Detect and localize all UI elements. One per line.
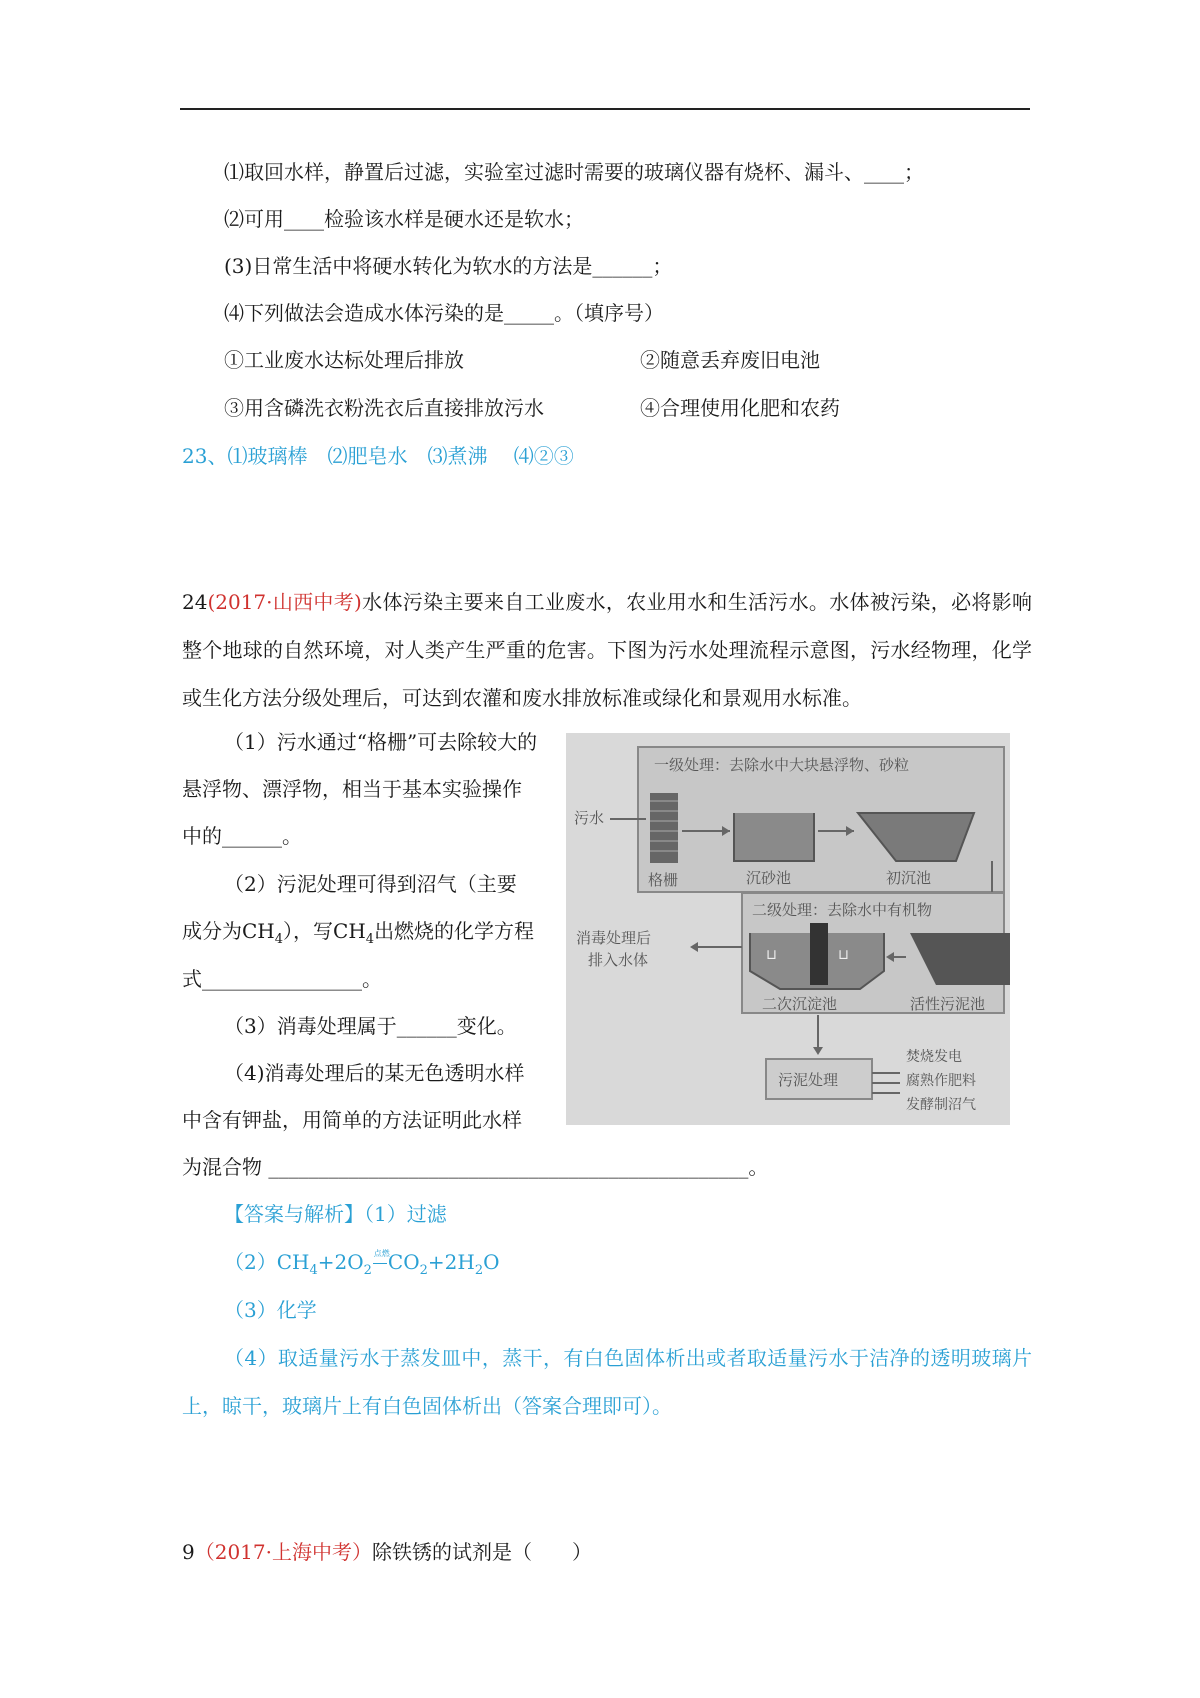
q24-sub4-line1: （4)消毒处理后的某无色透明水样 — [224, 1061, 525, 1085]
inlet-label: 污水 — [574, 809, 605, 827]
q24-sub2-line1: （2）污泥处理可得到沼气（主要 — [224, 872, 517, 896]
q24-answer-2 — [224, 1248, 500, 1285]
a2-mid3: +2H — [427, 1250, 475, 1274]
q24-sub2-text-a: 成分为CH — [182, 919, 275, 943]
wastewater-flow-diagram — [566, 733, 1010, 1125]
a2-mid1: +2O — [317, 1250, 364, 1274]
second-settle-label: 二次沉淀池 — [762, 995, 838, 1013]
q23-item-2: ⑵可用____检验该水样是硬水还是软水； — [224, 207, 584, 231]
q24-sub1-line2: 悬浮物、漂浮物，相当于基本实验操作 — [182, 777, 522, 801]
a2-pre: （2）CH — [224, 1250, 310, 1274]
q24-sub1-line1: （1）污水通过“格栅”可去除较大的 — [224, 730, 538, 754]
outlet-label-2: 排入水体 — [588, 951, 649, 969]
q24-sub2-subscript-a: 4 — [274, 932, 284, 947]
q24-source: (2017·山西中考) — [207, 590, 362, 614]
q9-source: （2017·上海中考） — [194, 1540, 372, 1564]
q9 — [182, 1538, 592, 1566]
q24-number: 24 — [182, 590, 208, 614]
q23-answer: 23、⑴玻璃棒 ⑵肥皂水 ⑶煮沸 ⑷②③ — [182, 444, 574, 468]
grille-label: 格栅 — [648, 871, 679, 889]
q24-sub2-text-b: ），写CH — [283, 919, 366, 943]
sludge-label: 污泥处理 — [778, 1071, 839, 1089]
grit-label: 沉砂池 — [746, 869, 792, 887]
secondary-stage-label: 二级处理：去除水中有机物 — [752, 901, 933, 919]
q24-sub1-line3: 中的______。 — [182, 824, 302, 848]
q23-item-4: ⑷下列做法会造成水体污染的是_____。（填序号） — [224, 301, 664, 325]
q24-answer-4: （4）取适量污水于蒸发皿中，蒸干，有白色固体析出或者取适量污水于洁净的透明玻璃片上，晾干，玻璃片上有白色固体析出（答案合理即可）。 — [182, 1346, 1032, 1418]
q24-sub4-line3: 为混合物 ________________________________________________。 — [182, 1155, 769, 1179]
a2-sub-h2o: 2 — [474, 1263, 484, 1278]
q24-stem-text: 水体污染主要来自工业废水，农业用水和生活污水。水体被污染，必将影响整个地球的自然环境，对人类产生严重的危害。下图为污水处理流程示意图，污水经物理，化学或生化方法分级处理后，可达到农灌和废水排放标准或绿化和景观用水标准。 — [182, 590, 1032, 710]
q23-item-3: (3)日常生活中将硬水转化为软水的方法是______； — [224, 254, 673, 278]
svg-text:⊔: ⊔ — [838, 947, 849, 963]
settle-label: 初沉池 — [886, 869, 932, 887]
q24-sub4-line2: 中含有钾盐，用简单的方法证明此水样 — [182, 1108, 522, 1132]
q23-option-1: ①工业废水达标处理后排放 — [224, 348, 464, 372]
q24-sub2-line2 — [182, 917, 534, 954]
q24-answer-head: 【答案与解析】（1）过滤 — [224, 1202, 447, 1226]
q24-sub2-text-c: 出燃烧的化学方程 — [374, 919, 535, 943]
outlet-label-1: 消毒处理后 — [576, 929, 652, 947]
q23-item-1: ⑴取回水样，静置后过滤，实验室过滤时需要的玻璃仪器有烧杯、漏斗、____； — [224, 160, 924, 184]
sludge-tank-label: 活性污泥池 — [910, 995, 986, 1013]
grit-chamber-icon — [734, 813, 814, 861]
a2-sub-ch4: 4 — [309, 1263, 318, 1278]
q24-stem — [182, 578, 1032, 722]
a2-end: O — [483, 1250, 500, 1274]
q24-sub2-subscript-b: 4 — [365, 932, 375, 947]
q24-sub2-line3: 式________________。 — [182, 967, 382, 991]
output-label-c: 发酵制沼气 — [906, 1097, 976, 1113]
output-label-a: 焚烧发电 — [906, 1049, 962, 1065]
svg-text:⊔: ⊔ — [766, 947, 777, 963]
q23-option-4: ④合理使用化肥和农药 — [640, 396, 840, 420]
a2-sub-o2: 2 — [363, 1263, 372, 1278]
q24-answer-3: （3）化学 — [224, 1298, 317, 1322]
output-label-b: 腐熟作肥料 — [906, 1073, 976, 1089]
q23-option-3: ③用含磷洗衣粉洗衣后直接排放污水 — [224, 396, 544, 420]
a2-sub-co2: 2 — [419, 1263, 428, 1278]
q9-stem: 除铁锈的试剂是（ ） — [372, 1540, 592, 1564]
header-rule — [180, 108, 1030, 110]
a2-mid2: CO — [387, 1250, 420, 1274]
primary-stage-label: 一级处理：去除水中大块悬浮物、砂粒 — [654, 756, 910, 774]
a2-equation — [318, 1248, 500, 1285]
q23-option-2: ②随意丢弃废旧电池 — [640, 348, 820, 372]
grille-icon — [650, 793, 678, 863]
q9-number: 9 — [182, 1540, 195, 1564]
q24-sub3: （3）消毒处理属于______变化。 — [224, 1014, 517, 1038]
a2-condition: 点燃 — [373, 1249, 390, 1258]
